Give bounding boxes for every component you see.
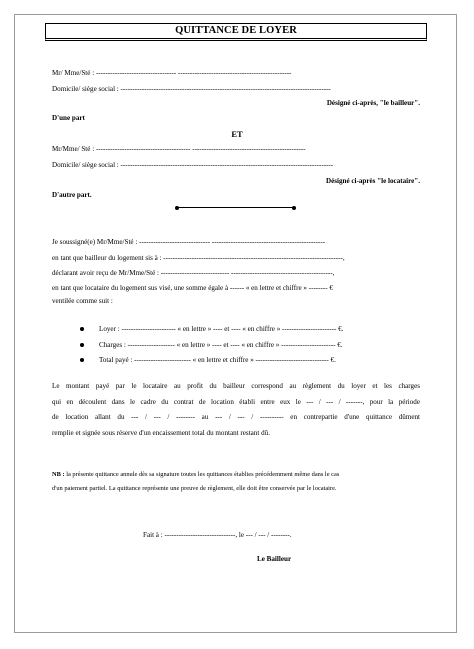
bullet-icon: [80, 358, 84, 362]
section-divider: [177, 207, 294, 208]
document-title: QUITTANCE DE LOYER: [45, 23, 427, 41]
bailleur-address-line: Domicile/ siège social : -----------------------------------------------------------------------------------------: [52, 85, 331, 93]
nb-text-2: d'un paiement partiel. La quittance représente une preuve de règlement, elle doit être conservée par le locataire.: [52, 485, 337, 492]
list-item-label: Total payé : ------------------------ « en lettre et chiffre » ------------------------------- €.: [99, 356, 336, 364]
declaration-line-5: ventilée comme suit :: [52, 297, 113, 305]
list-item-label: Loyer : ----------------------- « en lettre » ---- et ---- « en chiffre » ----------------------- €.: [99, 325, 344, 333]
et-separator: ET: [231, 129, 243, 139]
bailleur-name-line: Mr/ Mme/Sté : ---------------------------------- ------------------------------------------------: [52, 69, 292, 77]
declaration-line-1: Je soussigné(e) Mr/Mme/Sté : ------------------------------ ------------------------------------------------: [52, 238, 326, 246]
bullet-icon: [80, 343, 84, 347]
payment-paragraph: [52, 379, 420, 441]
declaration-line-3: déclarant avoir reçu de Mr/Mme/Sté : ----------------------------- -------------------------------------------,: [52, 269, 335, 277]
nb-note: [52, 468, 420, 496]
paragraph-line: qui en découlent dans le cadre du contrat de location établi entre eux le --- / --- / -------, pour la période: [52, 397, 420, 406]
locataire-address-line: Domicile/ siège social : ------------------------------------------------------------------------------------------: [52, 161, 334, 169]
bullet-icon: [80, 327, 84, 331]
declaration-line-4: en tant que locataire du logement sus visé, une somme égale à ------ « en lettre et chiffre » -------- €: [52, 284, 333, 292]
paragraph-line: remplie et signée sous réserve d'un encaissement total du montant restant dû.: [52, 428, 270, 437]
declaration-line-2: en tant que bailleur du logement sis à : ----------------------------------------------------------------------------,: [52, 254, 345, 262]
nb-label: NB :: [52, 471, 65, 478]
signature-label: Le Bailleur: [257, 555, 292, 563]
bailleur-part-label: D'une part: [52, 114, 85, 122]
paragraph-line: de location allant du --- / --- / -------- au --- / --- / ---------- en contrepartie d'une quittance dûment: [52, 413, 420, 421]
locataire-designation: Désigné ci-après "le locataire".: [325, 177, 420, 185]
locataire-name-line: Mr/Mme/ Sté : ---------------------------------------- ------------------------------------------------: [52, 145, 306, 153]
list-item-label: Charges : -------------------- « en lettre » ---- et ---- « en chiffre » ----------------------- €.: [99, 341, 343, 349]
fait-a-line: Fait à : ------------------------------, le --- / --- / --------.: [143, 531, 292, 539]
bailleur-designation: Désigné ci-après, "le bailleur".: [326, 99, 420, 107]
locataire-part-label: D'autre part.: [52, 191, 92, 199]
paragraph-line: Le montant payé par le locataire au profit du bailleur correspond au règlement du loyer et les charges: [52, 382, 420, 390]
nb-text-1: la présente quittance annule dès sa signature toutes les quittances établies précédemment même dans le cas: [64, 471, 340, 478]
